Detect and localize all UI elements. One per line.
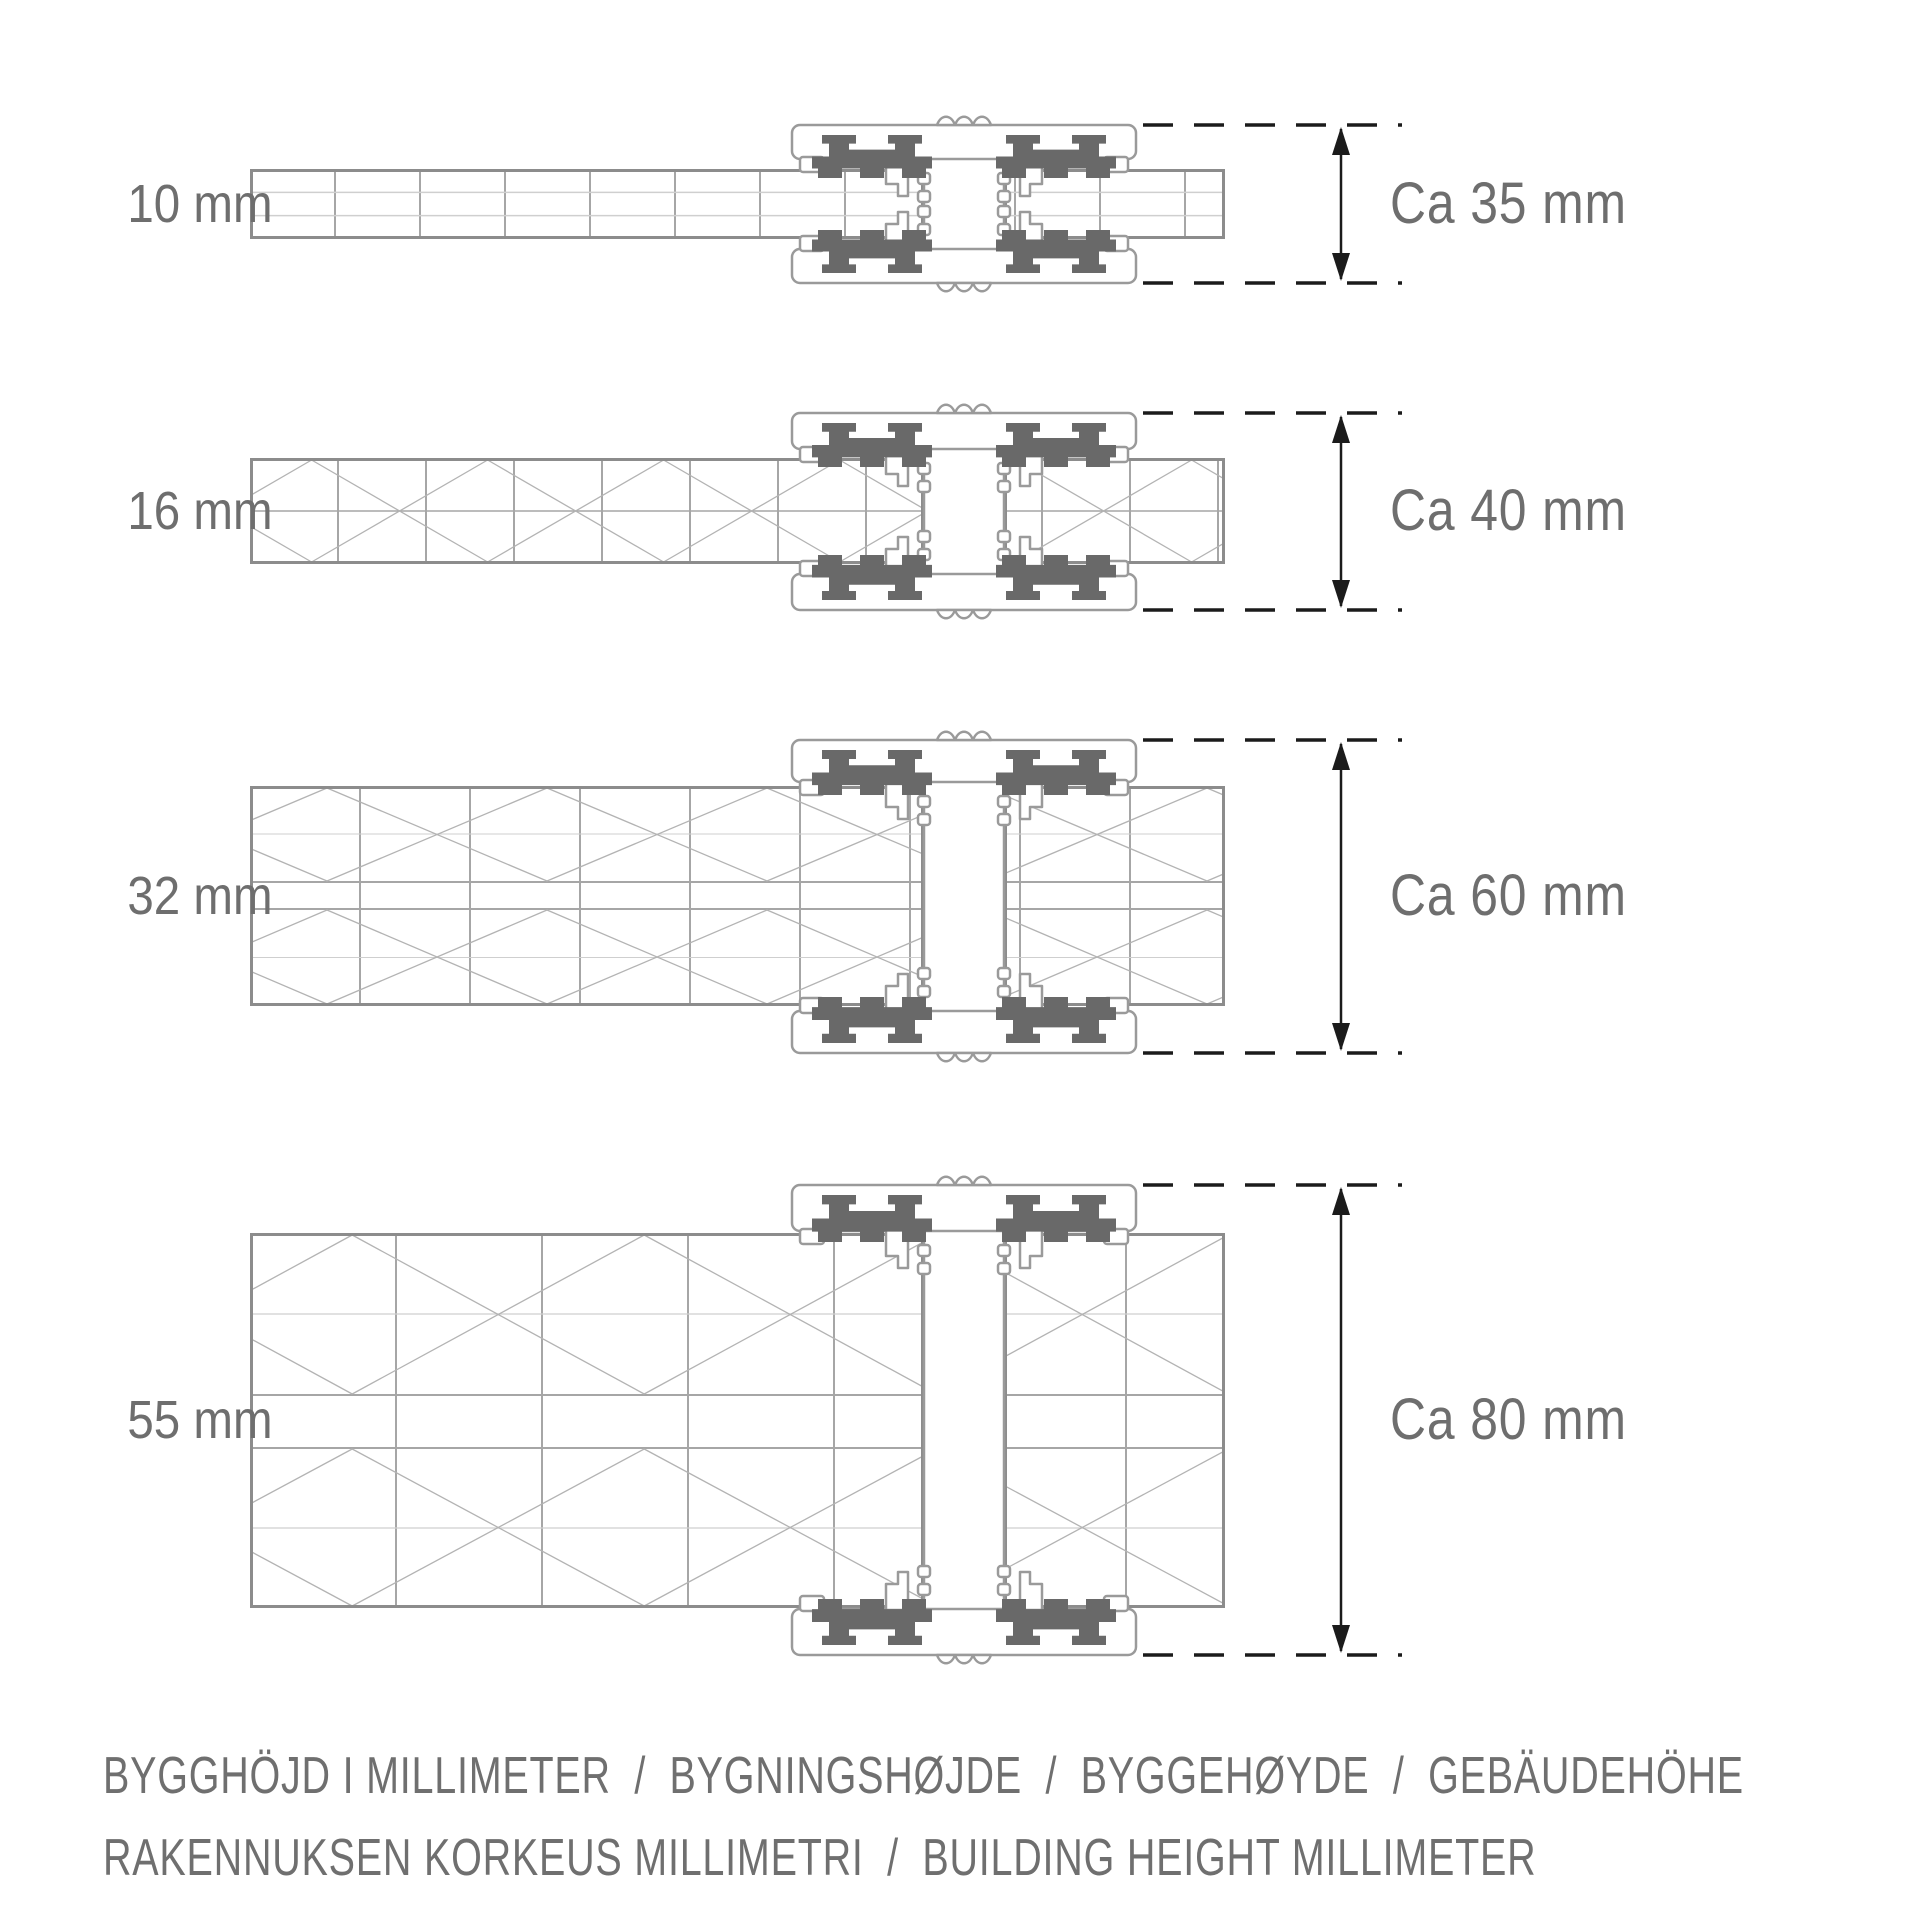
panel-thickness-label-32mm: 32 mm [127,866,273,926]
arrowhead-down-icon [1332,1023,1350,1051]
diagram-16mm [136,405,1402,619]
build-height-label-40mm: Ca 40 mm [1390,478,1627,543]
arrowhead-up-icon [1332,1187,1350,1215]
connector-profile [792,1177,1136,1664]
panel-thickness-label-10mm: 10 mm [127,174,273,234]
arrowhead-up-icon [1332,127,1350,155]
panel-cross-section [136,460,1368,562]
panel-thickness-label-16mm: 16 mm [127,481,273,541]
arrowhead-down-icon [1332,580,1350,608]
panel-thickness-label-55mm: 55 mm [127,1390,273,1450]
diagram-32mm [107,732,1427,1062]
dimension-lines [1143,125,1402,283]
build-height-label-35mm: Ca 35 mm [1390,171,1627,236]
build-height-label-80mm: Ca 80 mm [1390,1387,1627,1452]
connector-profile [792,117,1136,292]
connector-profile [792,732,1136,1062]
diagram-10mm [250,117,1402,292]
panel-cross-section [250,171,1225,237]
build-height-label-60mm: Ca 60 mm [1390,863,1627,928]
arrowhead-down-icon [1332,1625,1350,1653]
dimension-lines [1143,1185,1402,1655]
arrowhead-down-icon [1332,253,1350,281]
footer-text-line2: RAKENNUKSEN KORKEUS MILLIMETRI / BUILDING HEIGHT MILLIMETER [103,1829,1537,1887]
footer-text-line1: BYGGHÖJD I MILLIMETER / BYGNINGSHØJDE / BYGGEHØYDE / GEBÄUDEHÖHE [103,1747,1744,1805]
arrowhead-up-icon [1332,415,1350,443]
arrowhead-up-icon [1332,742,1350,770]
panel-cross-section [107,788,1427,1004]
